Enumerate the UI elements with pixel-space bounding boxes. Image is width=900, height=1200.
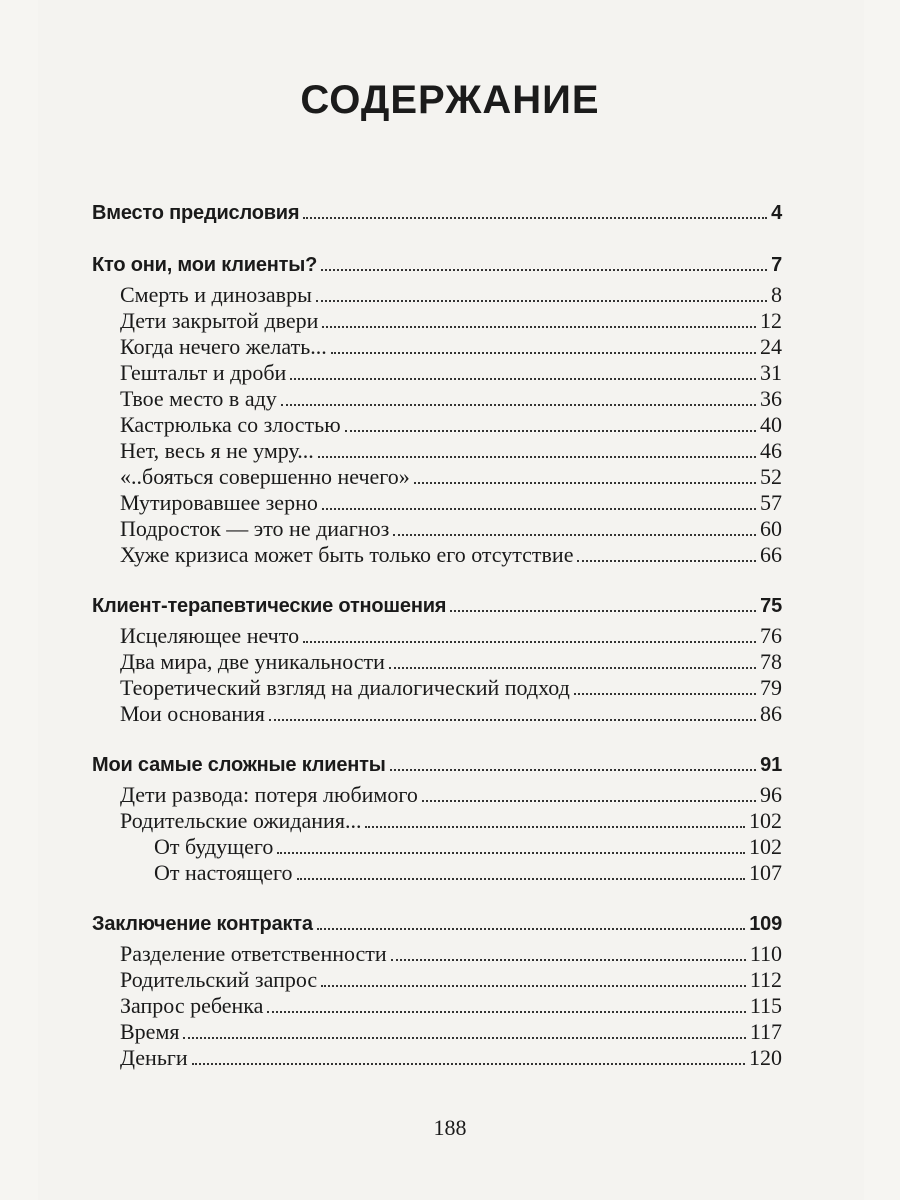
toc-entry [92,516,782,542]
toc-page-number: 76 [760,623,782,648]
toc-heading-label: Мои самые сложные клиенты [92,754,386,776]
toc-page-number: 8 [771,282,782,307]
toc-entry-label: Хуже кризиса может быть только его отсутствие [120,542,574,567]
toc-page-number: 78 [760,649,782,674]
toc-page-number: 120 [749,1045,782,1070]
toc-entry-label: Родительский запрос [120,967,318,992]
toc-page-number: 112 [749,967,782,992]
toc-section-heading [92,200,782,226]
toc-leader-dots [450,609,756,612]
toc-heading-label: Заключение контракта [92,913,313,935]
toc-page-number: 75 [760,595,782,617]
toc-leader-dots [322,325,756,328]
toc-entry [92,834,782,860]
toc-entry [92,386,782,412]
toc-page-number: 109 [749,913,782,935]
toc-heading-label: Клиент-терапевтические отношения [92,595,447,617]
toc-page-number: 79 [760,675,782,700]
toc-entry [92,623,782,649]
toc-leader-dots [577,559,756,562]
toc-page-number: 110 [749,941,782,966]
toc-page-number: 4 [771,202,782,224]
toc-leader-dots [318,455,756,458]
toc-entry [92,282,782,308]
toc-leader-dots [281,403,756,406]
toc-entry [92,860,782,886]
toc-leader-dots [322,507,756,510]
toc-entry-label: Мутировавшее зерно [120,490,318,515]
toc-leader-dots [422,799,756,802]
toc-leader-dots [303,216,767,219]
toc-leader-dots [316,299,767,302]
toc-page-number: 96 [760,782,782,807]
toc-entry [92,701,782,727]
toc-entry-label: Запрос ребенка [120,993,264,1018]
toc-leader-dots [192,1062,745,1065]
toc-entry [92,993,782,1019]
toc-entry-label: Гештальт и дроби [120,360,287,385]
toc-entry-label: Твое место в аду [120,386,277,411]
toc-entry-label: Два мира, две уникальности [120,649,385,674]
toc-entry [92,360,782,386]
toc-entry-label: Разделение ответственности [120,941,387,966]
toc-leader-dots [277,851,745,854]
toc-section-heading [92,593,782,619]
toc-entry-label: Время [120,1019,180,1044]
toc-page-number: 66 [760,542,782,567]
toc-entry [92,808,782,834]
toc-page-number: 24 [760,334,782,359]
toc-page-number: 36 [760,386,782,411]
toc-leader-dots [391,958,746,961]
toc-page-number: 46 [760,438,782,463]
toc-entry-label: Дети развода: потеря любимого [120,782,418,807]
toc-entry-label: Подросток — это не диагноз [120,516,390,541]
toc-entry-label: Исцеляющее нечто [120,623,300,648]
toc-section-heading [92,752,782,778]
toc-page-number: 40 [760,412,782,437]
toc-entry-label: «..бояться совершенно нечего» [120,464,410,489]
toc-entry [92,542,782,568]
toc-section [92,593,782,727]
toc-section-heading [92,911,782,937]
toc-heading-label: Кто они, мои клиенты? [92,254,318,276]
toc-section [92,200,782,226]
toc-entry-label: Теоретический взгляд на диалогический подход [120,675,570,700]
toc-entry [92,649,782,675]
toc-page-number: 102 [749,834,782,859]
toc-page-number: 7 [771,254,782,276]
toc-leader-dots [390,768,756,771]
toc-leader-dots [365,825,745,828]
toc-entry-label: Дети закрытой двери [120,308,319,333]
table-of-contents [92,200,782,1096]
toc-leader-dots [414,481,756,484]
toc-leader-dots [393,533,756,536]
toc-entry [92,1019,782,1045]
toc-entry [92,308,782,334]
page-title: СОДЕРЖАНИЕ [300,78,600,122]
toc-leader-dots [303,640,756,643]
toc-entry [92,967,782,993]
toc-entry-label: Кастрюлька со злостью [120,412,341,437]
toc-entry-label: Когда нечего желать... [120,334,327,359]
toc-entry [92,675,782,701]
toc-entry [92,1045,782,1071]
toc-section-heading [92,252,782,278]
toc-page-number: 86 [760,701,782,726]
toc-entry-label: От настоящего [154,860,293,885]
toc-leader-dots [269,718,756,721]
toc-entry-label: Родительские ожидания... [120,808,362,833]
toc-entry-label: Смерть и динозавры [120,282,312,307]
toc-leader-dots [183,1036,745,1039]
toc-leader-dots [331,351,756,354]
toc-entry-label: Деньги [120,1045,188,1070]
toc-page-number: 12 [760,308,782,333]
toc-entry [92,334,782,360]
toc-page-number: 31 [760,360,782,385]
toc-heading-label: Вместо предисловия [92,202,300,224]
toc-leader-dots [297,877,745,880]
toc-page-number: 117 [749,1019,782,1044]
toc-leader-dots [321,984,746,987]
toc-page-number: 91 [760,754,782,776]
page-number-footer: 188 [433,1115,467,1140]
toc-page-number: 60 [760,516,782,541]
toc-page-number: 57 [760,490,782,515]
toc-leader-dots [389,666,756,669]
toc-entry [92,941,782,967]
toc-section [92,752,782,886]
toc-entry [92,464,782,490]
toc-leader-dots [345,429,756,432]
toc-leader-dots [321,268,767,271]
toc-entry-label: Мои основания [120,701,265,726]
toc-page-number: 107 [749,860,782,885]
toc-entry [92,438,782,464]
toc-leader-dots [290,377,756,380]
toc-leader-dots [317,927,745,930]
toc-section [92,911,782,1071]
toc-entry [92,490,782,516]
toc-page-number: 102 [749,808,782,833]
toc-entry [92,412,782,438]
toc-leader-dots [574,692,756,695]
toc-section [92,252,782,568]
toc-page-number: 52 [760,464,782,489]
toc-page-number: 115 [749,993,782,1018]
toc-entry-label: Нет, весь я не умру... [120,438,314,463]
toc-leader-dots [267,1010,745,1013]
toc-entry [92,782,782,808]
toc-entry-label: От будущего [154,834,274,859]
